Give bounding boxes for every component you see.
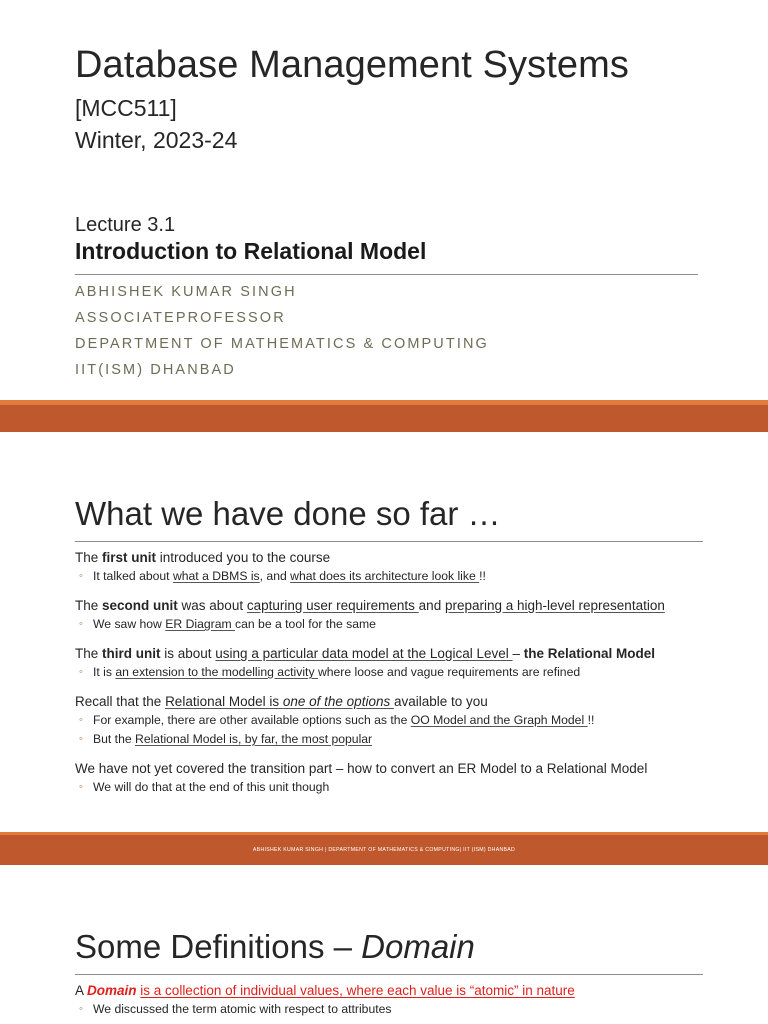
- heading-divider: [75, 541, 703, 542]
- body-paragraph: [75, 981, 725, 1000]
- text-run: the Relational Model: [523, 646, 656, 661]
- body-paragraph: [75, 644, 725, 663]
- heading-divider: [75, 974, 703, 975]
- text-run: Relational Model is: [165, 694, 283, 709]
- course-term: Winter, 2023-24: [75, 127, 238, 153]
- text-run: The: [75, 646, 103, 661]
- slide-separator-band: [0, 400, 768, 432]
- text-run: We saw how: [93, 617, 166, 631]
- slide-body: [75, 548, 725, 797]
- text-run: preparing a high-level representation: [444, 598, 665, 613]
- text-run: , and: [259, 569, 291, 583]
- body-paragraph: [75, 759, 725, 778]
- slide-heading: [75, 928, 475, 966]
- bullet-item: [75, 711, 725, 730]
- text-run: We have not yet covered the transition part – how to convert an ER Model to a Relational Model: [75, 761, 648, 776]
- text-run: !!: [479, 569, 486, 583]
- heading-prefix: Some Definitions –: [75, 928, 362, 965]
- text-run: introduced you to the course: [156, 550, 331, 565]
- text-run: Recall that the: [75, 694, 166, 709]
- author-position: ASSOCIATEPROFESSOR: [75, 310, 286, 326]
- bullet-item: [75, 778, 725, 797]
- heading-emphasis: Domain: [361, 928, 475, 965]
- slide-heading: What we have done so far …: [75, 495, 501, 532]
- text-run: is a collection of individual values, where each value is “atomic” in nature: [140, 983, 575, 998]
- text-run: For example, there are other available options such as the: [93, 713, 411, 727]
- text-run: But the: [93, 732, 136, 746]
- text-run: It is: [93, 665, 116, 679]
- text-run: available to you: [393, 694, 488, 709]
- course-title: Database Management Systems: [75, 44, 629, 86]
- bullet-item: [75, 730, 725, 749]
- text-run: capturing user requirements: [246, 598, 419, 613]
- definitions-slide: [0, 865, 768, 1024]
- text-run: ER Diagram: [165, 617, 236, 631]
- text-run: and: [418, 598, 445, 613]
- text-run: using a particular data model at the Logical Level: [215, 646, 513, 661]
- body-paragraph: [75, 596, 725, 615]
- text-run: The: [75, 550, 103, 565]
- text-run: !!: [587, 713, 595, 727]
- text-run: is about: [160, 646, 216, 661]
- text-run: first unit: [102, 550, 157, 565]
- text-run: what a DBMS is: [172, 569, 260, 583]
- text-run: OO Model and the Graph Model: [410, 713, 588, 727]
- text-run: The: [75, 598, 103, 613]
- author-name: ABHISHEK KUMAR SINGH: [75, 284, 297, 300]
- author-institute: IIT(ISM) DHANBAD: [75, 362, 236, 378]
- text-run: where loose and vague requirements are refined: [317, 665, 581, 679]
- author-info: [75, 279, 489, 383]
- author-department: DEPARTMENT OF MATHEMATICS & COMPUTING: [75, 336, 489, 352]
- text-run: one of the options: [282, 694, 394, 709]
- slide-footer-band: [0, 832, 768, 865]
- course-code: [MCC511]: [75, 95, 177, 121]
- text-run: third unit: [102, 646, 161, 661]
- title-divider: [75, 274, 698, 275]
- text-run: was about: [177, 598, 247, 613]
- title-slide: [0, 0, 768, 400]
- bullet-item: [75, 1000, 725, 1019]
- text-run: an extension to the modelling activity: [115, 665, 318, 679]
- bullet-item: [75, 567, 725, 586]
- text-run: –: [512, 646, 524, 661]
- text-run: Relational Model is, by far, the most popular: [135, 732, 373, 746]
- text-run: what does its architecture look like: [290, 569, 480, 583]
- text-run: can be a tool for the same: [235, 617, 376, 631]
- bullet-item: [75, 615, 725, 634]
- text-run: We discussed the term atomic with respect to attributes: [93, 1002, 392, 1016]
- text-run: A: [75, 983, 88, 998]
- text-run: Domain: [87, 983, 137, 998]
- text-run: We will do that at the end of this unit though: [93, 780, 330, 794]
- lecture-number: Lecture 3.1: [75, 214, 176, 236]
- text-run: second unit: [102, 598, 178, 613]
- summary-slide: [0, 432, 768, 832]
- bullet-item: [75, 663, 725, 682]
- lecture-title: Introduction to Relational Model: [75, 238, 427, 264]
- slide-body: [75, 981, 725, 1019]
- body-paragraph: [75, 548, 725, 567]
- body-paragraph: [75, 692, 725, 711]
- text-run: It talked about: [93, 569, 173, 583]
- slide-footer-text: ABHISHEK KUMAR SINGH | DEPARTMENT OF MATHEMATICS & COMPUTING| IIT (ISM) DHANBAD: [252, 847, 516, 853]
